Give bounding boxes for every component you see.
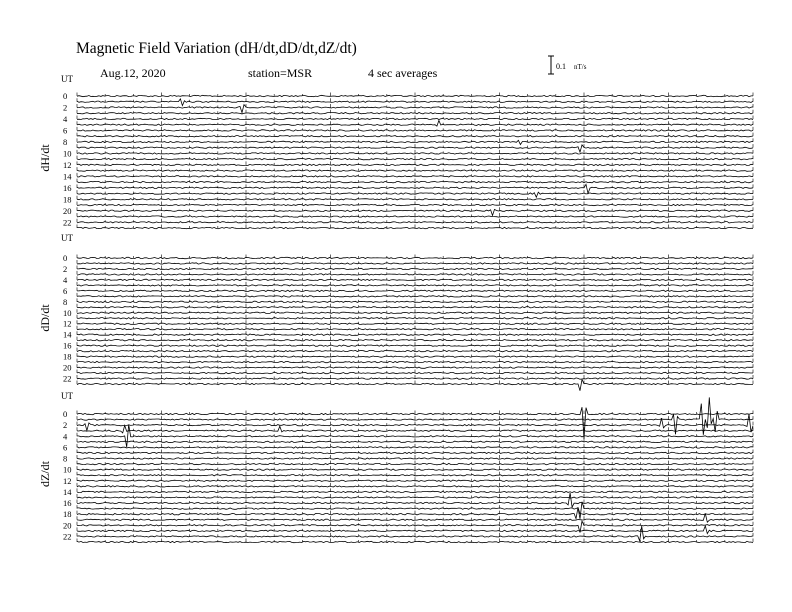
hour-label: 0	[63, 253, 68, 263]
date-label: Aug.12, 2020	[100, 66, 166, 80]
panel-2	[38, 391, 753, 543]
panel-1	[38, 233, 753, 391]
station-label: station=MSR	[248, 66, 313, 80]
ut-label: UT	[61, 233, 73, 243]
scale-value: 0.1	[556, 62, 566, 71]
ut-label: UT	[61, 74, 73, 84]
hour-label: 12	[63, 159, 72, 170]
hour-label: 20	[63, 205, 72, 216]
hour-label: 10	[63, 148, 72, 159]
panel-axis-label: dD/dt	[38, 304, 52, 332]
ut-label: UT	[61, 391, 73, 401]
hour-label: 18	[63, 351, 72, 362]
hour-label: 14	[63, 329, 72, 340]
hour-label: 14	[63, 171, 72, 182]
hour-label: 8	[63, 453, 68, 464]
hour-label: 20	[63, 520, 72, 531]
hour-label: 16	[63, 182, 72, 193]
hour-label: 22	[63, 217, 72, 228]
hour-label: 6	[63, 442, 68, 453]
hour-label: 10	[63, 464, 72, 475]
hour-label: 18	[63, 509, 72, 520]
scale-unit: nT/s	[574, 63, 587, 71]
hour-label: 2	[63, 420, 68, 431]
hour-label: 18	[63, 194, 72, 205]
hour-label: 4	[63, 274, 68, 285]
hour-label: 16	[63, 340, 72, 351]
hour-label: 2	[63, 102, 68, 113]
hour-label: 8	[63, 296, 68, 307]
hour-label: 22	[63, 531, 72, 542]
hour-label: 0	[63, 91, 68, 101]
panel-0	[38, 74, 753, 229]
scale-bar	[548, 56, 587, 74]
averaging-label: 4 sec averages	[368, 66, 438, 80]
hour-label: 8	[63, 136, 68, 147]
hour-label: 14	[63, 486, 72, 497]
panels-group	[38, 74, 753, 543]
hour-label: 12	[63, 475, 72, 486]
hour-label: 2	[63, 263, 68, 274]
hour-label: 12	[63, 318, 72, 329]
hour-label: 6	[63, 285, 68, 296]
hour-label: 0	[63, 409, 68, 419]
hour-label: 6	[63, 125, 68, 136]
panel-axis-label: dH/dt	[38, 144, 52, 172]
chart-title: Magnetic Field Variation (dH/dt,dD/dt,dZ/dt)	[76, 40, 357, 57]
hour-label: 22	[63, 373, 72, 384]
hour-label: 10	[63, 307, 72, 318]
hour-label: 20	[63, 362, 72, 373]
hour-label: 4	[63, 431, 68, 442]
panel-axis-label: dZ/dt	[38, 461, 52, 487]
hour-label: 4	[63, 113, 68, 124]
hour-label: 16	[63, 498, 72, 509]
